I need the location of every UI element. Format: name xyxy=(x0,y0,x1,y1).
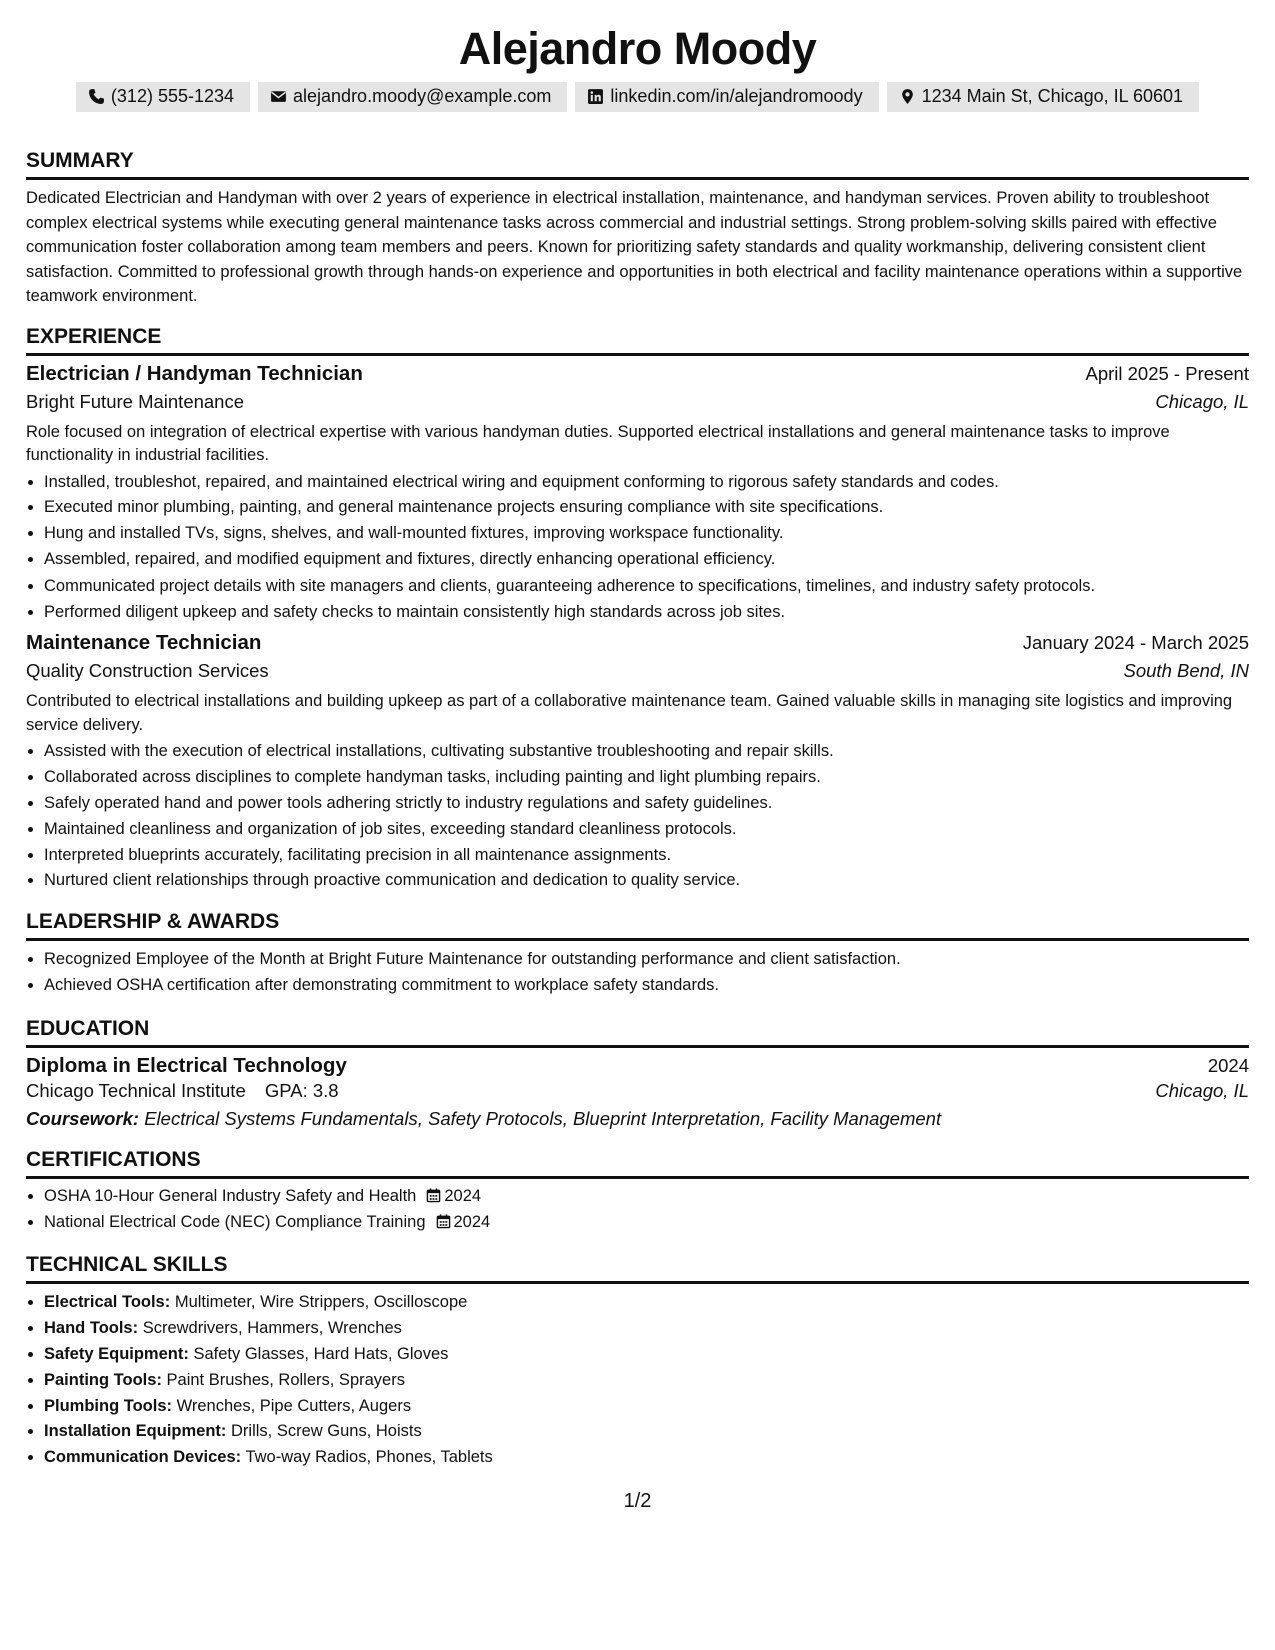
skill-value: Screwdrivers, Hammers, Wrenches xyxy=(142,1319,402,1338)
skill-label: Communication Devices: xyxy=(44,1448,242,1467)
skill-label: Electrical Tools: xyxy=(44,1293,171,1312)
gpa: GPA: 3.8 xyxy=(264,1079,339,1101)
list-item xyxy=(44,1394,1249,1420)
list-item xyxy=(44,1184,1249,1210)
list-item: • Interpreted blueprints accurately, facilitating precision in all maintenance assignments. xyxy=(44,843,1249,869)
list-item: • Installed, troubleshot, repaired, and maintained electrical wiring and equipment conforming to rigorous safety standards and codes. xyxy=(44,470,1249,496)
certification-year: 2024 xyxy=(444,1186,482,1205)
list-item xyxy=(44,1210,1249,1236)
list-item: • Collaborated across disciplines to complete handyman tasks, including painting and light plumbing repairs. xyxy=(44,765,1249,791)
certification-name: OSHA 10-Hour General Industry Safety and Health xyxy=(44,1186,417,1205)
list-item: • Hung and installed TVs, signs, shelves, and wall-mounted fixtures, improving workspace functionality. xyxy=(44,521,1249,547)
skill-label: Installation Equipment: xyxy=(44,1422,227,1441)
skill-value: Paint Brushes, Rollers, Sprayers xyxy=(166,1370,405,1389)
experience-section xyxy=(26,324,1249,895)
envelope-icon xyxy=(270,88,287,105)
skill-value: Drills, Screw Guns, Hoists xyxy=(231,1422,422,1441)
skill-value: Wrenches, Pipe Cutters, Augers xyxy=(176,1396,412,1415)
coursework xyxy=(26,1108,1249,1130)
job-entry xyxy=(26,362,1249,626)
job-location: Chicago, IL xyxy=(1155,390,1249,412)
skill-label: Plumbing Tools: xyxy=(44,1396,173,1415)
degree: Diploma in Electrical Technology xyxy=(26,1053,347,1077)
list-item xyxy=(44,1419,1249,1445)
list-item: • Executed minor plumbing, painting, and general maintenance projects ensuring compliance with site specifications. xyxy=(44,495,1249,521)
education-title: EDUCATION xyxy=(26,1016,1249,1048)
list-item xyxy=(44,1316,1249,1342)
map-pin-icon xyxy=(899,88,916,105)
list-item: • Performed diligent upkeep and safety checks to maintain consistently high standards across job sites. xyxy=(44,600,1249,626)
skill-label: Hand Tools: xyxy=(44,1319,139,1338)
contact-email xyxy=(258,82,567,112)
school-name: Chicago Technical Institute xyxy=(26,1079,246,1101)
leadership-bullets xyxy=(26,947,1249,999)
leadership-title: LEADERSHIP & AWARDS xyxy=(26,909,1249,941)
list-item: • Communicated project details with site managers and clients, guaranteeing adherence to specifications, timelines, and industry safety protocols. xyxy=(44,573,1249,600)
list-item: • Recognized Employee of the Month at Bright Future Maintenance for outstanding performance and client satisfaction. xyxy=(44,947,1249,973)
skills-section xyxy=(26,1252,1249,1471)
contact-bar xyxy=(26,82,1249,112)
certifications-title: CERTIFICATIONS xyxy=(26,1147,1249,1179)
contact-linkedin-text: linkedin.com/in/alejandromoody xyxy=(610,86,863,106)
phone-icon xyxy=(88,88,105,105)
skill-value: Multimeter, Wire Strippers, Oscilloscope xyxy=(174,1293,468,1312)
job-description: Role focused on integration of electrical expertise with various handyman duties. Supported electrical installations and general maintenance tasks to improve functionality in industrial facilities. xyxy=(26,422,1170,464)
contact-email-text: alejandro.moody@example.com xyxy=(293,86,552,106)
list-item xyxy=(44,1290,1249,1316)
page-number: 1/2 xyxy=(623,1490,652,1512)
experience-title: EXPERIENCE xyxy=(26,324,1249,356)
coursework-list: Electrical Systems Fundamentals, Safety Protocols, Blueprint Interpretation, Facility Management xyxy=(144,1107,942,1129)
leadership-section xyxy=(26,909,1249,999)
list-item: • Achieved OSHA certification after demonstrating commitment to workplace safety standards. xyxy=(44,973,1249,999)
list-item: • Maintained cleanliness and organization of job sites, exceeding standard cleanliness protocols. xyxy=(44,817,1249,843)
job-company: Bright Future Maintenance xyxy=(26,390,245,412)
skill-label: Safety Equipment: xyxy=(44,1345,189,1364)
calendar-icon xyxy=(426,1188,441,1203)
candidate-name: Alejandro Moody xyxy=(458,23,817,74)
job-description: Contributed to electrical installations and building upkeep as part of a collaborative maintenance team. Gained valuable skills in managing site logistics and improving service delivery. xyxy=(26,692,1233,734)
contact-address-text: 1234 Main St, Chicago, IL 60601 xyxy=(921,86,1184,106)
skills-title: TECHNICAL SKILLS xyxy=(26,1252,1249,1284)
job-company: Quality Construction Services xyxy=(26,660,269,682)
list-item xyxy=(44,1445,1249,1471)
list-item: • Nurtured client relationships through proactive communication and dedication to quality service. xyxy=(44,868,1249,894)
summary-section xyxy=(26,148,1249,309)
job-bullets xyxy=(26,739,1249,894)
job-date: April 2025 - Present xyxy=(1085,362,1249,384)
list-item xyxy=(44,1342,1249,1368)
certification-year: 2024 xyxy=(453,1212,491,1231)
contact-phone xyxy=(76,82,250,112)
job-location: South Bend, IN xyxy=(1123,660,1249,682)
skill-label: Painting Tools: xyxy=(44,1370,162,1389)
contact-phone-text: (312) 555-1234 xyxy=(110,86,235,106)
job-entry xyxy=(26,631,1249,894)
graduation-year: 2024 xyxy=(1207,1054,1249,1076)
job-date: January 2024 - March 2025 xyxy=(1022,632,1249,654)
list-item: • Assembled, repaired, and modified equipment and fixtures, directly enhancing operational efficiency. xyxy=(44,547,1249,573)
certification-name: National Electrical Code (NEC) Compliance Training xyxy=(44,1212,426,1231)
certifications-section xyxy=(26,1147,1249,1236)
coursework-label: Coursework: xyxy=(26,1107,140,1129)
list-item xyxy=(44,1368,1249,1394)
contact-linkedin xyxy=(575,82,878,112)
job-title: Electrician / Handyman Technician xyxy=(26,361,363,385)
job-bullets xyxy=(26,470,1249,626)
skill-value: Two-way Radios, Phones, Tablets xyxy=(245,1448,493,1467)
skill-value: Safety Glasses, Hard Hats, Gloves xyxy=(193,1345,449,1364)
school-location: Chicago, IL xyxy=(1155,1079,1249,1101)
contact-address xyxy=(887,82,1200,112)
summary-title: SUMMARY xyxy=(26,148,1249,180)
certifications-list xyxy=(26,1184,1249,1236)
list-item: • Safely operated hand and power tools adhering strictly to industry regulations and safety guidelines. xyxy=(44,791,1249,817)
calendar-icon xyxy=(436,1214,451,1229)
skills-list xyxy=(26,1290,1249,1471)
job-title: Maintenance Technician xyxy=(26,631,262,655)
list-item: • Assisted with the execution of electrical installations, cultivating substantive troubleshooting and repair skills. xyxy=(44,739,1249,765)
linkedin-icon xyxy=(587,88,604,105)
education-section xyxy=(26,1016,1249,1130)
summary-text: Dedicated Electrician and Handyman with over 2 years of experience in electrical installation, maintenance, and handyman services. Proven ability to troubleshoot complex electrical systems while executing general maintenance tasks across commercial and industrial settings. Strong problem-solving skills paired with effective communication foster collaboration among team members and peers. Known for prioritizing safety standards and quality workmanship, delivering consistent client satisfaction. Committed to professional growth through hands-on experience and opportunities in both electrical and facility maintenance operations within a supportive teamwork environment. xyxy=(26,189,1243,305)
